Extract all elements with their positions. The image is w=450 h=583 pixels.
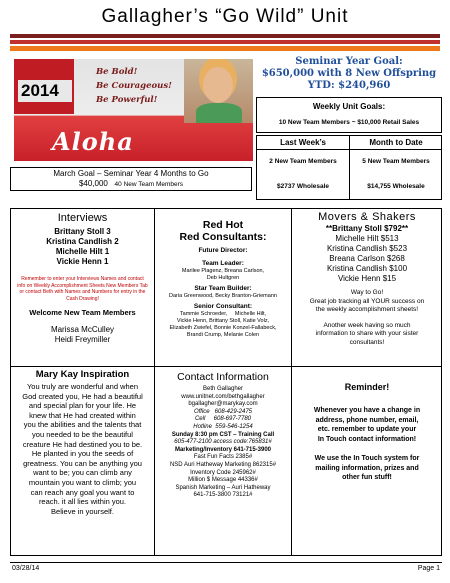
aloha-banner	[14, 59, 253, 161]
future-director-label: Future Director:	[198, 247, 248, 254]
movers-top: **Brittany Stoll $792**	[325, 224, 409, 233]
year-label: 2014	[18, 80, 72, 102]
movers-note: Way to Go!	[350, 289, 384, 296]
senior-names: Brandi Crump, Melanie Colen	[186, 332, 260, 338]
last-week-members: 2 New Team Members	[269, 158, 337, 165]
portrait-lei	[196, 103, 242, 123]
inspiration-heading: Mary Kay Inspiration	[35, 369, 130, 380]
inspiration-line: can reach any goal you want to	[30, 487, 135, 497]
inspiration-line: knew that He had created within	[29, 410, 136, 420]
header-stripe-red	[10, 40, 440, 44]
inspiration-line: you the abilities and the talents that	[23, 420, 142, 430]
mover-entry: Kristina Candlish $100	[326, 264, 408, 273]
stats-grid	[256, 135, 442, 200]
movers-note: Great job tracking all YOUR success on	[309, 297, 425, 305]
contact-office: Office 608-429-2475	[193, 408, 253, 415]
aloha-wordmark: Aloha	[52, 127, 134, 156]
weekly-goals-heading: Weekly Unit Goals:	[312, 102, 386, 111]
contact-line: Inventory Code 245962#	[190, 469, 256, 476]
inspiration-line: He planted in you the seeds of	[31, 449, 134, 459]
contact-hotline: Hotline 559-546-1254	[193, 423, 253, 430]
last-week-wholesale: $2737 Wholesale	[276, 183, 330, 190]
seminar-label: Seminar Year Goal:	[295, 56, 403, 67]
footer-page-number: Page 1	[417, 565, 440, 572]
banner-slogan	[96, 65, 186, 107]
grid-divider-h	[10, 366, 442, 367]
movers-note: consultants!	[349, 338, 385, 346]
header-stripe-orange	[10, 46, 440, 51]
inspiration-line: mountain you want to climb; you	[28, 477, 137, 487]
contact-line: Fast Fun Facts 2385#	[193, 454, 253, 461]
senior-names: Vickie Henn, Brittany Stoll, Katie Volz,	[176, 318, 270, 324]
inspiration-line: creature He had destined you to be.	[22, 439, 143, 449]
footer-date: 03/28/14	[12, 565, 40, 572]
team-leader-names: Marilee Plagenz, Breana Carlson,	[181, 268, 265, 274]
interview-entry: Kristina Candlish 2	[46, 237, 119, 246]
seminar-target: $650,000 with 8 New Offspring	[261, 68, 437, 79]
inspiration-line: reach. it all lies within you.	[38, 497, 127, 507]
page-title: Gallagher’s “Go Wild” Unit	[101, 6, 349, 27]
last-week-label: Last Week’s	[280, 138, 326, 147]
contact-training-call: Sunday 8:30 pm CST – Training Call	[171, 431, 275, 438]
footer-rule	[10, 562, 442, 563]
movers-note: information to share with your sister	[315, 330, 419, 337]
consultants-section	[155, 219, 291, 339]
welcome-heading: Welcome New Team Members	[29, 308, 136, 317]
interview-entry: Vickie Henn 1	[56, 257, 109, 266]
march-goal-title: March Goal – Seminar Year 4 Months to Go	[53, 169, 209, 178]
team-leader-label: Team Leader:	[202, 260, 244, 267]
interviews-section	[11, 211, 154, 345]
stats-divider-h	[257, 149, 441, 150]
inspiration-line: you needed to be the beautiful	[32, 429, 133, 439]
contact-line: Million $ Message 44336#	[188, 477, 258, 484]
mover-entry: Kristina Candlish $523	[326, 244, 408, 253]
march-goal-amount: $40,000	[78, 179, 108, 188]
contact-heading: Contact Information	[177, 371, 269, 383]
contact-website: www.unitnet.com/bethgallagher	[181, 393, 265, 400]
reminder-text: etc. remember to update your	[317, 426, 417, 433]
slogan-line: Be Powerful!	[96, 95, 158, 105]
month-wholesale: $14,755 Wholesale	[367, 183, 425, 190]
portrait-photo	[184, 59, 253, 123]
slogan-line: Be Courageous!	[96, 81, 172, 91]
reminder-text: address, phone number, email,	[315, 416, 419, 424]
reminder-text: In Touch contact information!	[317, 435, 417, 443]
interview-entry: Michelle Hilt 1	[55, 247, 110, 256]
mover-entry: Vickie Henn $15	[337, 274, 397, 283]
movers-note: Another week having so much	[323, 321, 411, 329]
inspiration-line: want to be; you can climb any	[33, 468, 132, 478]
march-goal-members: 40 New Team Members	[114, 181, 184, 188]
mover-entry: Michelle Hilt $513	[335, 234, 399, 243]
month-members: 5 New Team Members	[362, 158, 430, 165]
consultants-heading-1: Red Hot	[202, 219, 244, 231]
new-member-name: Marissa McCulley	[50, 325, 115, 334]
contact-email: bgallagher@marykay.com	[188, 401, 258, 408]
movers-section	[292, 211, 442, 347]
contact-marketing: Marketing/Inventory 641-715-3900	[174, 446, 272, 453]
contact-section	[155, 371, 291, 500]
reminder-heading: Reminder!	[344, 382, 390, 392]
inspiration-section	[11, 369, 154, 516]
senior-names: Elizabeth Zwiefel, Bonnie Konzel-Fallabeck,	[169, 325, 277, 331]
seminar-ytd: YTD: $240,960	[307, 80, 391, 91]
senior-consultant-label: Senior Consultant:	[193, 303, 253, 310]
reminder-text: We use the In Touch system for	[314, 455, 420, 462]
mover-entry: Breana Carlson $268	[329, 254, 405, 263]
new-member-name: Heidi Freymiller	[54, 335, 111, 344]
header-stripe-dark	[10, 34, 440, 38]
slogan-line: Be Bold!	[96, 67, 138, 77]
reminder-section	[292, 381, 442, 483]
movers-note: the weekly accomplishment sheets!	[315, 306, 419, 313]
inspiration-line: God created you, He had a beautiful	[22, 391, 143, 401]
reminder-text: other fun stuff!	[342, 474, 392, 481]
portrait-head	[203, 67, 233, 103]
interviews-reminder: Remember to enter your Interviews Names and contact info on Weekly Accomplishment Sheets New Members Tab or contact Beth with Names and Numbers for entry in the Cash Drawing!	[17, 276, 148, 302]
consultants-heading-2: Red Consultants:	[179, 231, 267, 243]
month-to-date-label: Month to Date	[369, 138, 423, 147]
movers-heading: Movers & Shakers	[318, 211, 416, 223]
inspiration-line: greatness. You can be anything you	[23, 458, 142, 468]
contact-line: NSD Auri Hatheway Marketing 862315#	[169, 461, 277, 468]
contact-name: Beth Gallagher	[202, 386, 244, 392]
star-builder-label: Star Team Builder:	[194, 285, 252, 292]
contact-access-code: 605-477-2100 access code:765831#	[174, 439, 272, 446]
seminar-goal	[256, 56, 442, 92]
contact-line: 641-715-3800 73121#	[193, 492, 253, 499]
inspiration-line: and special plan for your life. He	[28, 401, 137, 411]
senior-names: Tammie Schroeder, Michelle Hilt,	[179, 311, 267, 317]
march-goal-box	[10, 167, 252, 191]
team-leader-names: Deb Hultgren	[206, 275, 240, 281]
interview-entry: Brittany Stoll 3	[54, 227, 111, 236]
interviews-heading: Interviews	[57, 212, 108, 224]
march-goal-values	[11, 179, 251, 190]
star-builder-names: Daria Greenwood, Becky Branton-Griemann	[169, 293, 277, 299]
inspiration-line: You truly are wonderful and when	[26, 382, 139, 391]
contact-line: Spanish Marketing – Auri Hatheway	[175, 484, 271, 491]
weekly-goals-box	[256, 97, 442, 133]
contact-cell: Cell 608-697-7780	[194, 416, 252, 423]
weekly-goals-text: 10 New Team Members ~ $10,000 Retail Sales	[278, 119, 420, 126]
reminder-text: Whenever you have a change in	[313, 407, 421, 414]
reminder-text: mailing information, prizes and	[315, 464, 419, 472]
inspiration-line: Believe in yourself.	[51, 506, 114, 516]
